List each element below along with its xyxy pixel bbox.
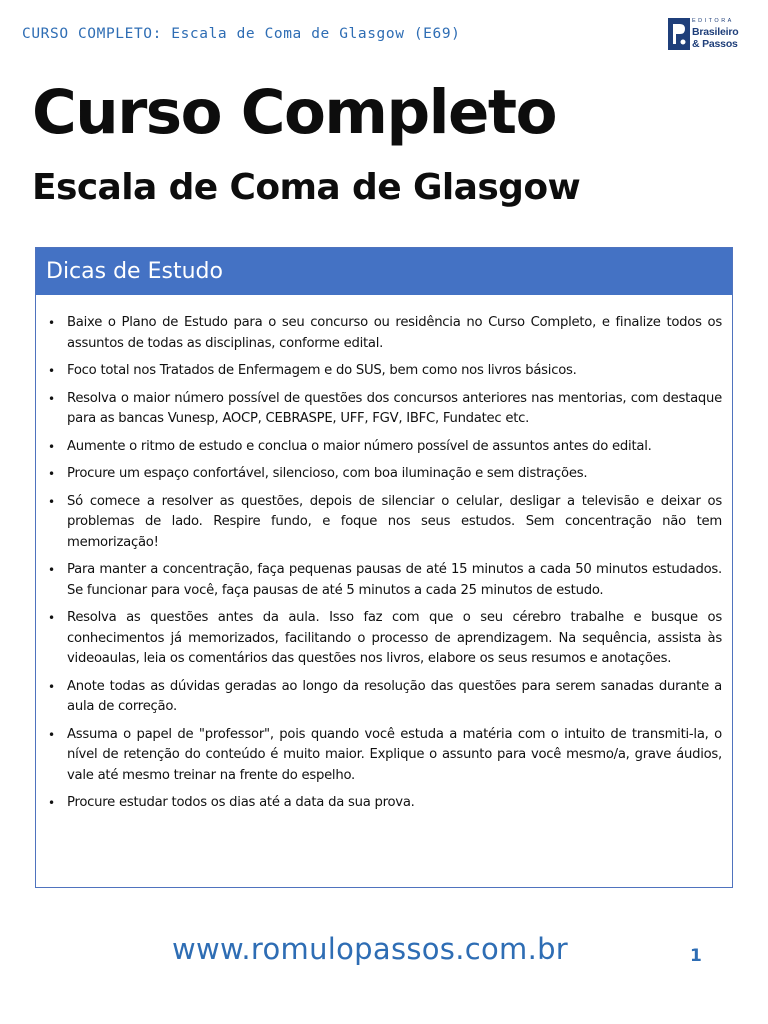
tip-text: Procure estudar todos os dias até a data da sua prova. (67, 795, 415, 810)
bullet-icon: • (48, 563, 55, 577)
publisher-logo-text (692, 16, 746, 50)
bullet-icon: • (48, 391, 55, 406)
bullet-icon: • (48, 796, 55, 810)
page-number: 1 (690, 946, 702, 966)
logo-line-editora: EDITORA (692, 18, 734, 24)
bullet-icon: • (48, 727, 55, 742)
list-item (46, 725, 722, 787)
bullet-icon: • (48, 364, 55, 378)
course-header-line: CURSO COMPLETO: Escala de Coma de Glasgow (E69) (22, 26, 461, 42)
list-item (46, 608, 722, 670)
tip-text: Resolva as questões antes da aula. Isso faz com que o seu cérebro trabalhe e busque os conhecimentos já memorizados, facilitando o processo de aprendizagem. Na sequência, assista às videoaulas, leia os comentários das questões nos livros, elabore os seus resumos e anotações. (67, 610, 722, 666)
tip-text: Assuma o papel de "professor", pois quando você estuda a matéria com o intuito de transmiti-la, o nível de retenção do conteúdo é muito maior. Explique o assunto para você mesmo/a, grave áudios, vale até mesmo treinar na frente do espelho. (67, 726, 722, 783)
study-tips-heading: Dicas de Estudo (36, 248, 732, 295)
list-item (46, 492, 722, 554)
study-tips-box (35, 247, 733, 888)
logo-line-brasileiro: Brasileiro (692, 25, 739, 38)
tip-text: Procure um espaço confortável, silencioso, com boa iluminação e sem distrações. (67, 466, 588, 481)
list-item (46, 793, 722, 814)
list-item (46, 389, 722, 430)
tip-text: Para manter a concentração, faça pequenas pausas de até 15 minutos a cada 50 minutos estudados. Se funcionar para você, faça pausas de até 5 minutos a cada 25 minutos de estudo. (67, 562, 722, 598)
logo-line-passos: & Passos (692, 38, 738, 50)
bullet-icon: • (48, 316, 55, 330)
list-item (46, 560, 722, 601)
list-item (46, 313, 722, 354)
publisher-logo (668, 16, 746, 54)
bullet-icon: • (48, 439, 55, 454)
bullet-icon: • (48, 611, 55, 625)
list-item (46, 437, 722, 458)
bullet-icon: • (48, 467, 55, 481)
tip-text: Aumente o ritmo de estudo e conclua o maior número possível de assuntos antes do edital. (67, 438, 652, 454)
study-tips-list (36, 295, 732, 814)
website-link[interactable]: www.romulopassos.com.br (172, 932, 569, 966)
publisher-logo-icon (668, 18, 690, 50)
page-title: Curso Completo (32, 77, 556, 148)
bullet-icon: • (48, 494, 55, 509)
page-subtitle: Escala de Coma de Glasgow (32, 167, 581, 208)
tip-text: Só comece a resolver as questões, depois de silenciar o celular, desligar a televisão e deixar os problemas de lado. Respire fundo, e foque nos seus estudos. Sem concentração não tem memorização! (67, 493, 722, 550)
list-item (46, 361, 722, 382)
list-item (46, 677, 722, 718)
tip-text: Baixe o Plano de Estudo para o seu concurso ou residência no Curso Completo, e finalize todos os assuntos de todas as disciplinas, conforme edital. (67, 315, 722, 351)
bullet-icon: • (48, 679, 55, 694)
list-item (46, 464, 722, 485)
tip-text: Resolva o maior número possível de questões dos concursos anteriores nas mentorias, com destaque para as bancas Vunesp, AOCP, CEBRASPE, UFF, FGV, IBFC, Fundatec etc. (67, 390, 722, 426)
tip-text: Foco total nos Tratados de Enfermagem e do SUS, bem como nos livros básicos. (67, 363, 577, 378)
tip-text: Anote todas as dúvidas geradas ao longo da resolução das questões para serem sanadas durante a aula de correção. (67, 678, 722, 714)
